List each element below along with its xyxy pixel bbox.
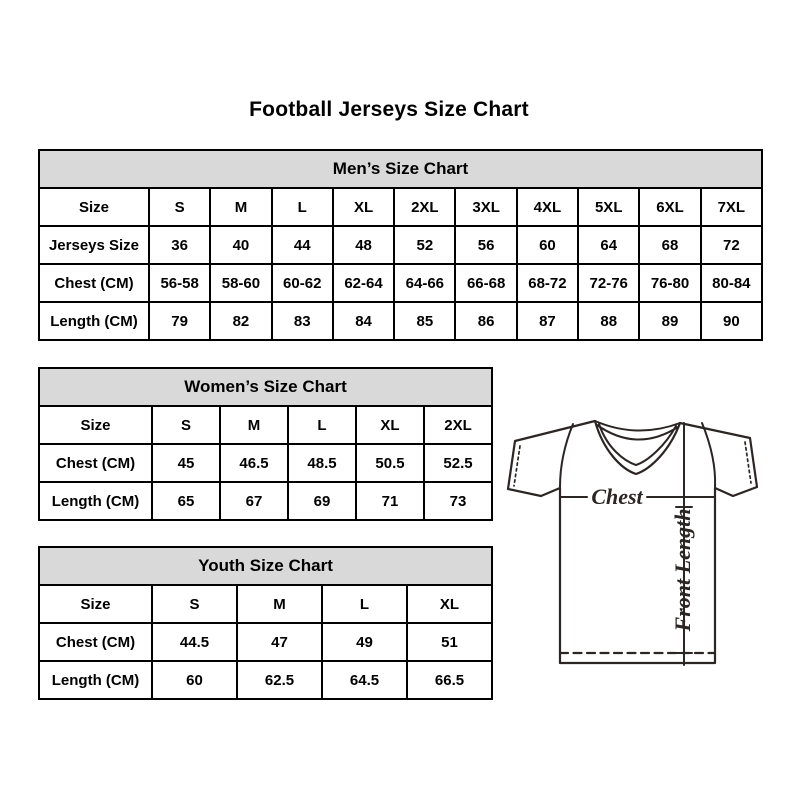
womens-column-header: XL	[356, 406, 424, 444]
mens-value-cell: 90	[701, 302, 762, 340]
womens-row-label: Length (CM)	[39, 482, 152, 520]
youth-column-header: L	[322, 585, 407, 623]
womens-column-header: M	[220, 406, 288, 444]
mens-data-row	[39, 302, 762, 340]
right-cuff-dashed-line	[745, 442, 751, 483]
womens-value-cell: 69	[288, 482, 356, 520]
collar-back-arc-outer	[595, 421, 680, 431]
jersey-measurement-svg	[505, 408, 765, 670]
jersey-diagram	[505, 408, 765, 670]
youth-value-cell: 47	[237, 623, 322, 661]
mens-value-cell: 58-60	[210, 264, 271, 302]
youth-value-cell: 64.5	[322, 661, 407, 699]
womens-data-row	[39, 444, 492, 482]
youth-value-cell: 60	[152, 661, 237, 699]
womens-value-cell: 48.5	[288, 444, 356, 482]
youth-row-label: Length (CM)	[39, 661, 152, 699]
mens-column-header: 7XL	[701, 188, 762, 226]
mens-column-header: XL	[333, 188, 394, 226]
mens-value-cell: 66-68	[455, 264, 516, 302]
youth-data-row	[39, 661, 492, 699]
mens-value-cell: 56-58	[149, 264, 210, 302]
mens-value-cell: 86	[455, 302, 516, 340]
mens-value-cell: 36	[149, 226, 210, 264]
mens-data-row	[39, 226, 762, 264]
mens-column-header-row	[39, 188, 762, 226]
youth-value-cell: 49	[322, 623, 407, 661]
youth-table-title: Youth Size Chart	[39, 547, 492, 585]
mens-value-cell: 85	[394, 302, 455, 340]
womens-size-table	[38, 367, 493, 521]
youth-row-label: Chest (CM)	[39, 623, 152, 661]
youth-value-cell: 44.5	[152, 623, 237, 661]
v-neck-outer	[595, 421, 680, 474]
womens-data-row	[39, 482, 492, 520]
mens-value-cell: 68	[639, 226, 700, 264]
mens-column-header: 4XL	[517, 188, 578, 226]
mens-value-cell: 44	[272, 226, 333, 264]
mens-column-header: L	[272, 188, 333, 226]
mens-value-cell: 56	[455, 226, 516, 264]
mens-value-cell: 64-66	[394, 264, 455, 302]
youth-data-row	[39, 623, 492, 661]
womens-row-label: Chest (CM)	[39, 444, 152, 482]
youth-column-header: S	[152, 585, 237, 623]
womens-table-title: Women’s Size Chart	[39, 368, 492, 406]
mens-table-title: Men’s Size Chart	[39, 150, 762, 188]
mens-value-cell: 83	[272, 302, 333, 340]
mens-value-cell: 82	[210, 302, 271, 340]
mens-row-label: Chest (CM)	[39, 264, 149, 302]
womens-column-header: L	[288, 406, 356, 444]
youth-column-header: XL	[407, 585, 492, 623]
mens-column-header: M	[210, 188, 271, 226]
womens-value-cell: 71	[356, 482, 424, 520]
mens-column-header: 5XL	[578, 188, 639, 226]
mens-value-cell: 60	[517, 226, 578, 264]
mens-value-cell: 76-80	[639, 264, 700, 302]
womens-size-column-header: Size	[39, 406, 152, 444]
chest-label: Chest	[591, 484, 643, 509]
youth-value-cell: 66.5	[407, 661, 492, 699]
mens-size-table	[38, 149, 763, 341]
youth-value-cell: 51	[407, 623, 492, 661]
mens-value-cell: 48	[333, 226, 394, 264]
mens-value-cell: 52	[394, 226, 455, 264]
youth-value-cell: 62.5	[237, 661, 322, 699]
mens-value-cell: 80-84	[701, 264, 762, 302]
youth-size-table	[38, 546, 493, 700]
mens-value-cell: 60-62	[272, 264, 333, 302]
mens-row-label: Length (CM)	[39, 302, 149, 340]
left-cuff-dashed-line	[514, 446, 520, 486]
youth-size-column-header: Size	[39, 585, 152, 623]
womens-value-cell: 73	[424, 482, 492, 520]
womens-value-cell: 52.5	[424, 444, 492, 482]
womens-value-cell: 46.5	[220, 444, 288, 482]
mens-size-column-header: Size	[39, 188, 149, 226]
womens-value-cell: 65	[152, 482, 220, 520]
womens-column-header-row	[39, 406, 492, 444]
mens-value-cell: 68-72	[517, 264, 578, 302]
womens-value-cell: 45	[152, 444, 220, 482]
youth-column-header: M	[237, 585, 322, 623]
left-armhole-seam	[560, 424, 573, 487]
womens-value-cell: 67	[220, 482, 288, 520]
front-length-label: Front Length	[670, 508, 695, 632]
mens-value-cell: 88	[578, 302, 639, 340]
mens-value-cell: 89	[639, 302, 700, 340]
page-title: Football Jerseys Size Chart	[249, 98, 529, 121]
mens-column-header: 6XL	[639, 188, 700, 226]
mens-value-cell: 79	[149, 302, 210, 340]
mens-value-cell: 72	[701, 226, 762, 264]
right-armhole-seam	[702, 423, 715, 487]
mens-column-header: 3XL	[455, 188, 516, 226]
mens-value-cell: 87	[517, 302, 578, 340]
mens-data-row	[39, 264, 762, 302]
jersey-outline	[508, 421, 757, 663]
mens-column-header: 2XL	[394, 188, 455, 226]
womens-column-header: S	[152, 406, 220, 444]
womens-value-cell: 50.5	[356, 444, 424, 482]
youth-column-header-row	[39, 585, 492, 623]
womens-column-header: 2XL	[424, 406, 492, 444]
mens-value-cell: 40	[210, 226, 271, 264]
mens-value-cell: 62-64	[333, 264, 394, 302]
mens-column-header: S	[149, 188, 210, 226]
mens-value-cell: 64	[578, 226, 639, 264]
mens-row-label: Jerseys Size	[39, 226, 149, 264]
mens-value-cell: 72-76	[578, 264, 639, 302]
mens-value-cell: 84	[333, 302, 394, 340]
